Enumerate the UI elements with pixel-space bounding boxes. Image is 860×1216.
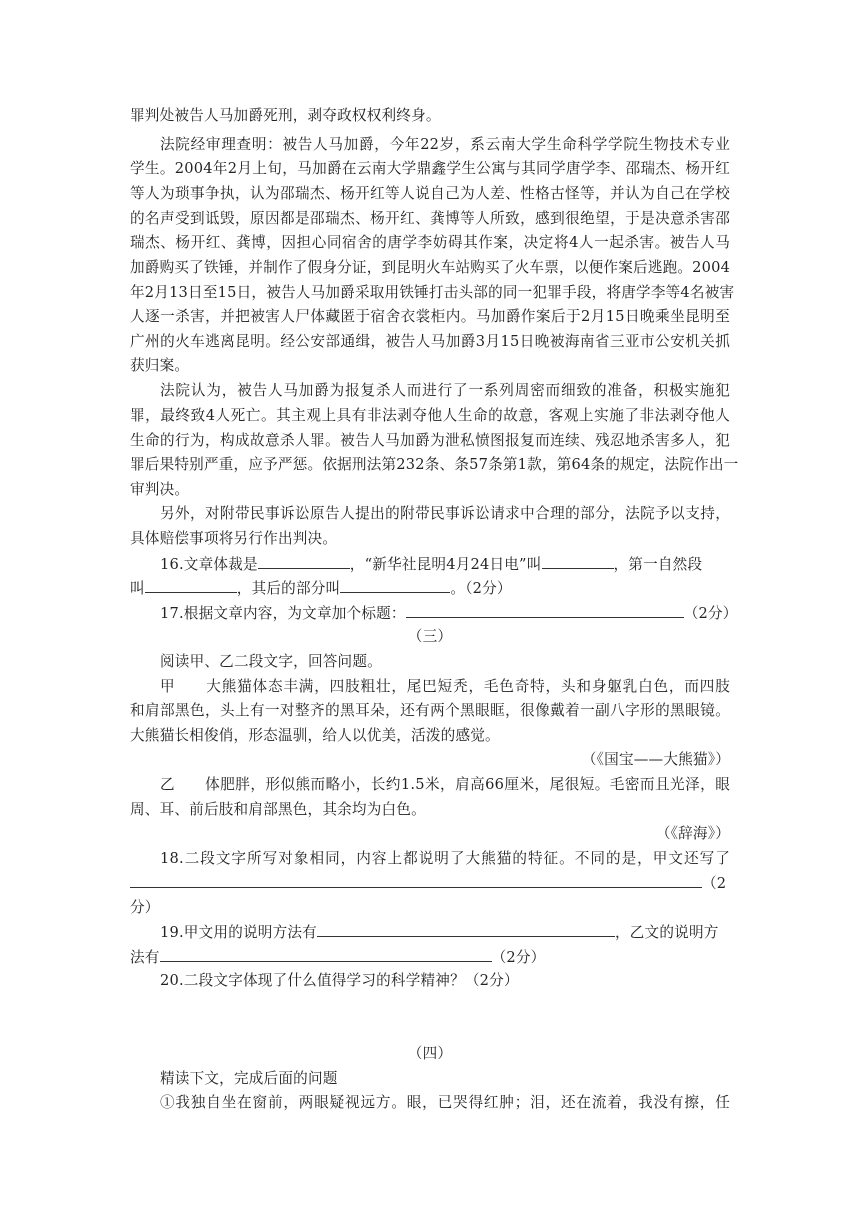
text-line: 广州的火车逃离昆明。经公安部通缉，被告人马加爵3月15日晚被海南省三亚市公安机关抓 <box>130 333 730 350</box>
question-text: ，其后的部分叫 <box>236 580 341 597</box>
passage-jia-line: 大熊猫长相俊俏，形态温驯，给人以优美，活泼的感觉。 <box>130 727 500 744</box>
section-intro: 阅读甲、乙二段文字，回答问题。 <box>160 653 382 670</box>
question-text: 16.文章体裁是 <box>160 556 258 573</box>
question-text: ，第一自然段 <box>613 556 703 573</box>
passage-yi-line: 乙 体肥胖，形似熊而略小，长约1.5米，肩高66厘米，尾很短。毛密而且光泽，眼 <box>160 776 730 793</box>
question-20: 20.二段文字体现了什么值得学习的科学精神？（2分） <box>160 972 519 989</box>
question-16-cont <box>130 578 730 599</box>
passage-yi-line: 周、耳、前后肢和肩部黑色，其余均为白色。 <box>130 801 426 818</box>
text-line: 获归案。 <box>130 357 190 374</box>
question-text: （2分） <box>683 605 738 622</box>
text-line: 等人为琐事争执，认为邵瑞杰、杨开红等人说自己为人差、性格古怪等，并认为自己在学校 <box>130 185 730 202</box>
answer-blank[interactable] <box>340 578 450 593</box>
question-text: 法有 <box>130 949 160 966</box>
text-line: 的名声受到诋毁，原因都是邵瑞杰、杨开红、龚博等人所致，感到很绝望，于是决意杀害邵 <box>130 210 730 227</box>
question-18: 18.二段文字所写对象相同，内容上都说明了大熊猫的特征。不同的是，甲文还写了 <box>160 850 730 867</box>
question-text: ，“新华社昆明4月24日电”叫 <box>349 556 542 573</box>
section-title: （四） <box>407 1045 453 1062</box>
text-line: 罪，最终致4人死亡。其主观上具有非法剥夺他人生命的故意，客观上实施了非法剥夺他人 <box>130 407 730 424</box>
answer-blank[interactable] <box>130 873 702 888</box>
question-18-cont: 分） <box>130 899 160 916</box>
question-19-cont <box>130 947 730 968</box>
question-text: （2 <box>702 875 727 892</box>
answer-blank[interactable] <box>406 603 684 618</box>
question-text: 19.甲文用的说明方法有 <box>160 924 317 941</box>
question-18-cont <box>130 873 730 894</box>
section-title: （三） <box>407 628 453 645</box>
text-line: 法院认为，被告人马加爵为报复杀人而进行了一系列周密而细致的准备，积极实施犯 <box>160 382 730 399</box>
passage-source: （《辞海》） <box>655 825 730 842</box>
answer-blank[interactable] <box>258 554 350 569</box>
question-text: 。（2分） <box>450 580 512 597</box>
passage-source: （《国宝——大熊猫》） <box>581 751 730 768</box>
text-line: 罪判处被告人马加爵死刑，剥夺政权权利终身。 <box>130 107 441 124</box>
text-line: 人逐一杀害，并把被害人尸体藏匿于宿舍衣裳柜内。马加爵作案后于2月15日晚乘坐昆明至 <box>130 308 730 325</box>
answer-blank[interactable] <box>317 922 615 937</box>
passage-jia-line: 甲 大熊猫体态丰满，四肢粗壮，尾巴短秃，毛色奇特，头和身躯乳白色，而四肢 <box>160 678 730 695</box>
passage-jia-line: 和肩部黑色，头上有一对整齐的黑耳朵，还有两个黑眼眶，很像戴着一副八字形的黑眼镜。 <box>130 702 730 719</box>
passage-paragraph: ①我独自坐在窗前，两眼疑视远方。眼，已哭得红肿；泪，还在流着，我没有擦，任 <box>160 1094 730 1111</box>
section-intro: 精读下文，完成后面的问题 <box>160 1070 338 1087</box>
text-line: 瑞杰、杨开红、龚博，因担心同宿舍的唐学李妨碍其作案，决定将4人一起杀害。被告人马 <box>130 234 730 251</box>
question-17 <box>160 603 738 624</box>
text-line: 另外，对附带民事诉讼原告人提出的附带民事诉讼请求中合理的部分，法院予以支持， <box>160 505 730 522</box>
text-line: 加爵购买了铁锤，并制作了假身分证，到昆明火车站购买了火车票，以便作案后逃跑。2004 <box>130 259 731 276</box>
question-text: 17.根据文章内容，为文章加个标题： <box>160 605 406 622</box>
answer-blank[interactable] <box>542 554 614 569</box>
answer-blank[interactable] <box>145 578 237 593</box>
question-19 <box>160 922 730 943</box>
text-line: 年2月13日至15日，被告人马加爵采取用铁锤打击头部的同一犯罪手段，将唐学李等4名被害 <box>130 284 735 301</box>
text-line: 罪后果特别严重，应予严惩。依据刑法第232条、条57条第1款，第64条的规定，法院作出一 <box>130 456 739 473</box>
answer-blank[interactable] <box>160 947 492 962</box>
question-text: 叫 <box>130 580 145 597</box>
text-line: 具体赔偿事项将另行作出判决。 <box>130 530 338 547</box>
text-line: 学生。2004年2月上旬，马加爵在云南大学鼎鑫学生公寓与其同学唐学李、邵瑞杰、杨开红 <box>130 160 730 177</box>
question-text: ，乙文的说明方 <box>614 924 719 941</box>
question-16 <box>160 554 730 575</box>
question-text: （2分） <box>491 949 546 966</box>
text-line: 生命的行为，构成故意杀人罪。被告人马加爵为泄私愤图报复而连续、残忍地杀害多人，犯 <box>130 432 730 449</box>
text-line: 法院经审理查明：被告人马加爵，今年22岁，系云南大学生命科学学院生物技术专业 <box>160 136 730 153</box>
text-line: 审判决。 <box>130 481 190 498</box>
